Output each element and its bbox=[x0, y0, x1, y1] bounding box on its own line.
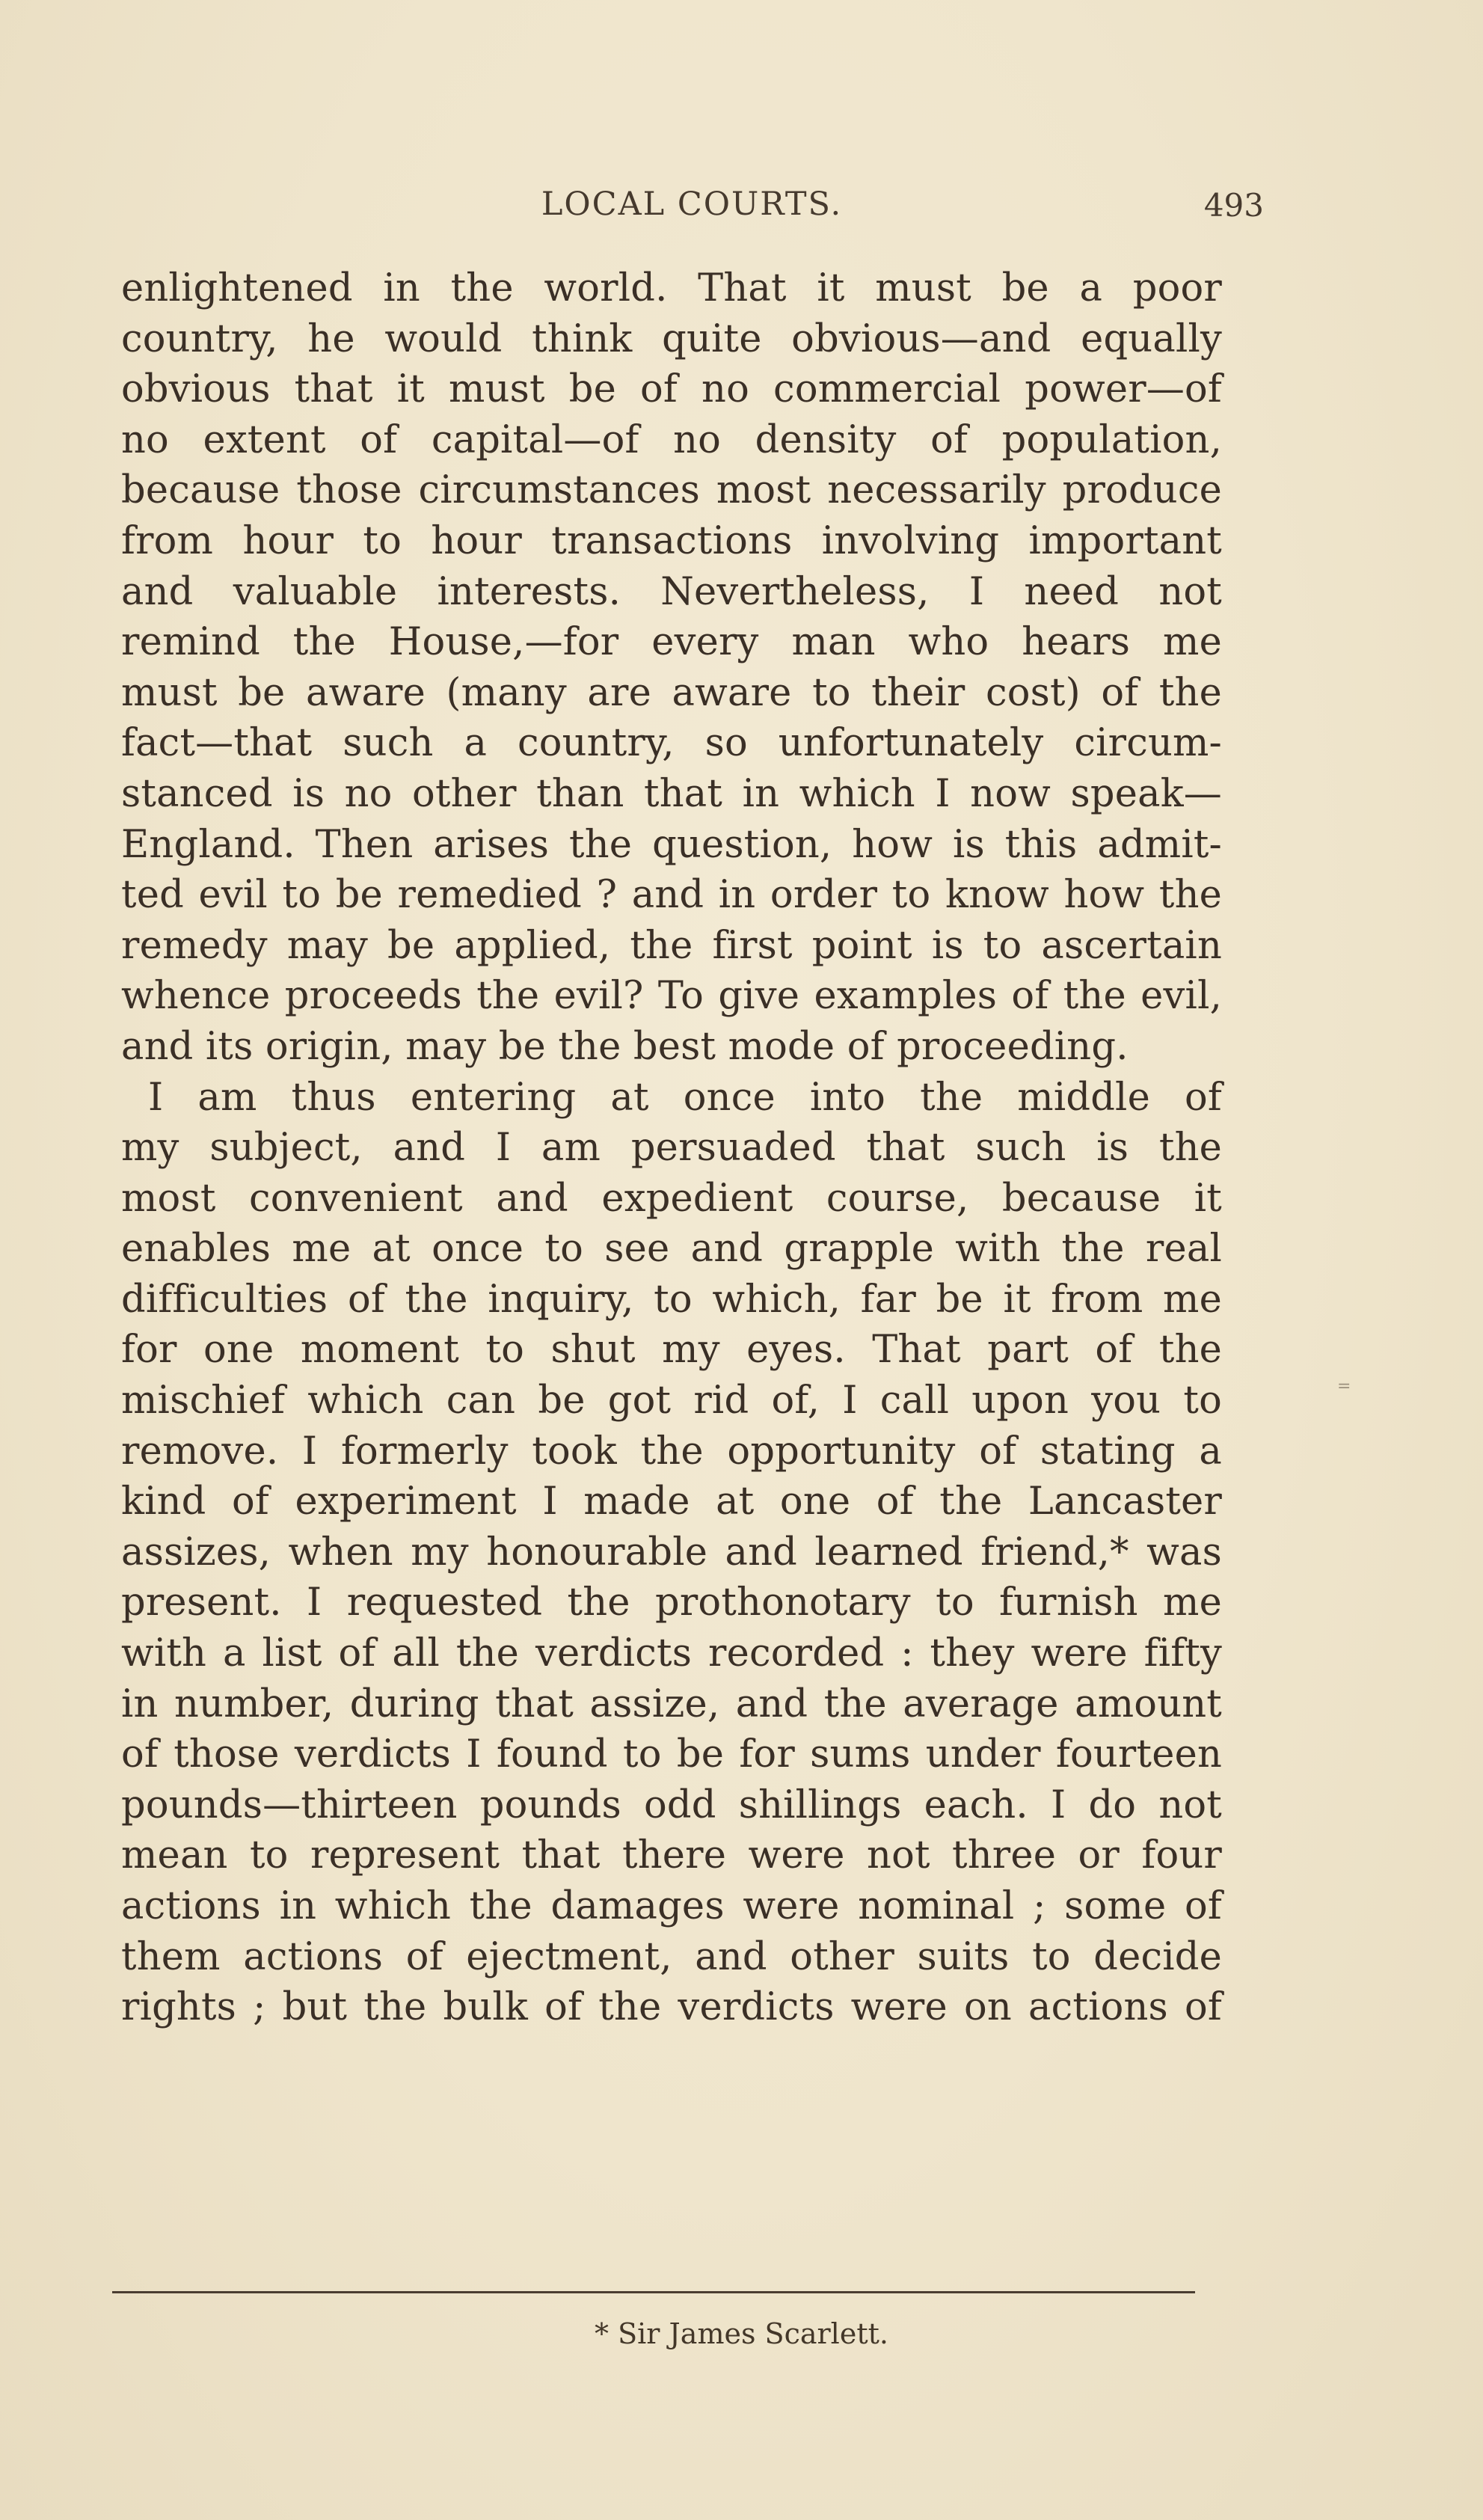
text-line: pounds—thirteen pounds odd shillings each. I do not bbox=[121, 1782, 1222, 1827]
text-line: them actions of ejectment, and other suits to decide bbox=[121, 1934, 1222, 1979]
text-line: enables me at once to see and grapple with the real bbox=[121, 1227, 1222, 1272]
text-line: mean to represent that there were not three or four bbox=[121, 1833, 1222, 1878]
text-line: remove. I formerly took the opportunity of stating a bbox=[121, 1429, 1222, 1474]
text-line: no extent of capital—of no density of population, bbox=[121, 417, 1222, 462]
text-line: stanced is no other than that in which I now speak— bbox=[121, 771, 1222, 816]
text-line: of those verdicts I found to be for sums under fourteen bbox=[121, 1732, 1222, 1777]
text-line: must be aware (many are aware to their cost) of the bbox=[121, 670, 1222, 715]
text-line: rights ; but the bulk of the verdicts were on actions of bbox=[121, 1985, 1222, 2030]
running-head bbox=[120, 186, 1264, 230]
text-line: ted evil to be remedied ? and in order to know how the bbox=[121, 873, 1222, 918]
body-text bbox=[121, 263, 1222, 2033]
text-line: kind of experiment I made at one of the Lancaster bbox=[121, 1480, 1222, 1524]
text-line: obvious that it must be of no commercial power—of bbox=[121, 367, 1222, 412]
text-line: and valuable interests. Nevertheless, I need not bbox=[121, 569, 1222, 614]
text-line: in number, during that assize, and the average amount bbox=[121, 1681, 1222, 1726]
text-line: enlightened in the world. That it must be a poor bbox=[121, 266, 1222, 310]
text-line: for one moment to shut my eyes. That part of the bbox=[121, 1328, 1222, 1373]
text-line: country, he would think quite obvious—and equally bbox=[121, 316, 1222, 361]
text-line: England. Then arises the question, how is this admit- bbox=[121, 822, 1222, 867]
text-line: because those circumstances most necessarily produce bbox=[121, 468, 1222, 513]
text-line: most convenient and expedient course, because it bbox=[121, 1176, 1222, 1221]
text-line: remedy may be applied, the first point is to ascertain bbox=[121, 923, 1222, 968]
text-line: difficulties of the inquiry, to which, far be it from me bbox=[121, 1277, 1222, 1322]
text-line: from hour to hour transactions involving important bbox=[121, 518, 1222, 563]
text-line: fact—that such a country, so unfortunately circum- bbox=[121, 721, 1222, 766]
text-line: whence proceeds the evil? To give examples of the evil, bbox=[121, 974, 1222, 1019]
text-line: remind the House,—for every man who hears me bbox=[121, 620, 1222, 665]
text-line: actions in which the damages were nominal ; some of bbox=[121, 1884, 1222, 1928]
running-title: LOCAL COURTS. bbox=[541, 186, 843, 223]
paragraph-start-line: I am thus entering at once into the middle of bbox=[148, 1075, 1222, 1120]
text-line: with a list of all the verdicts recorded : they were fifty bbox=[121, 1631, 1222, 1676]
page-number: 493 bbox=[1203, 187, 1264, 224]
text-line: my subject, and I am persuaded that such is the bbox=[121, 1126, 1222, 1171]
paragraph-end-line: and its origin, may be the best mode of proceeding. bbox=[121, 1024, 1129, 1069]
footnote-rule bbox=[112, 2291, 1195, 2293]
text-line: present. I requested the prothonotary to furnish me bbox=[121, 1581, 1222, 1625]
margin-mark: = bbox=[1337, 1377, 1351, 1396]
footnote: * Sir James Scarlett. bbox=[595, 2317, 888, 2350]
text-line: assizes, when my honourable and learned friend,* was bbox=[121, 1530, 1222, 1575]
text-line: mischief which can be got rid of, I call upon you to bbox=[121, 1379, 1222, 1423]
